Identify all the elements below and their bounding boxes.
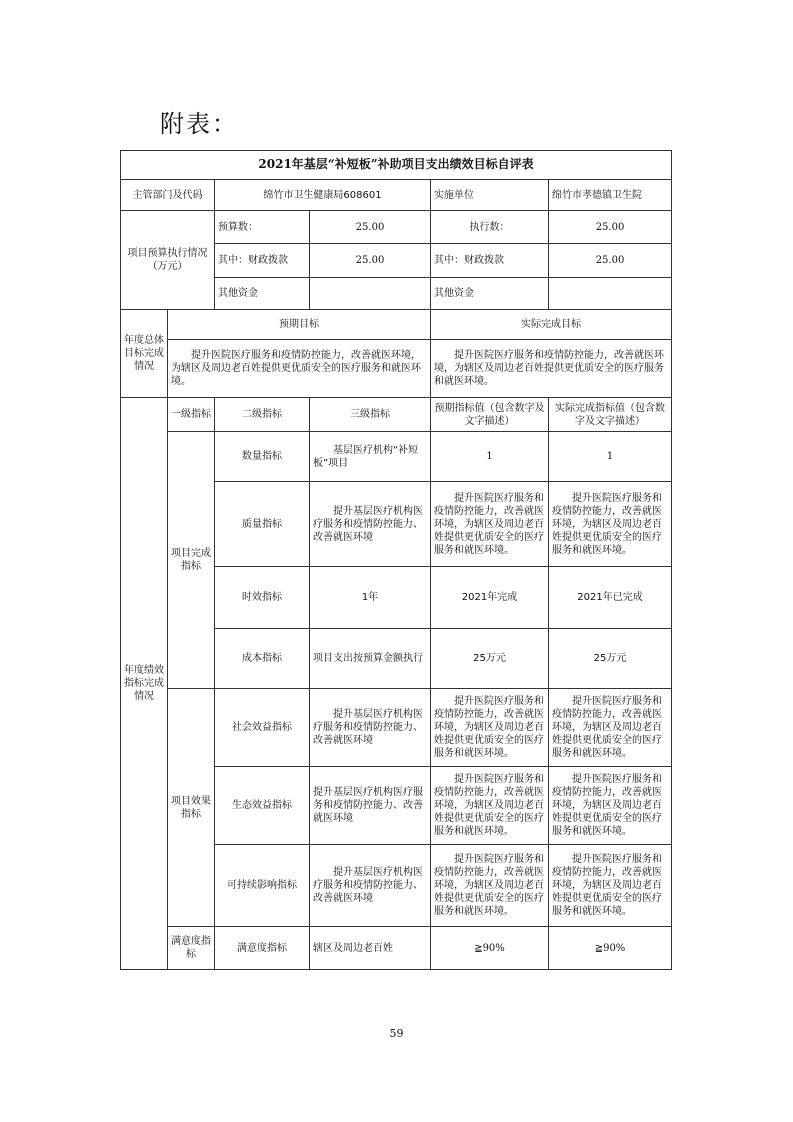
table-row-actual: 1: [549, 432, 672, 482]
table-row-level2: 数量指标: [215, 432, 310, 482]
table-row-level3: 提升基层医疗机构医疗服务和疫情防控能力、改善就医环境: [310, 845, 431, 927]
actual-goal-header: 实际完成目标: [431, 310, 672, 340]
table-row-expected: 25万元: [431, 629, 549, 689]
table-row-level3: 提升基层医疗机构医疗服务和疫情防控能力、改善就医环境: [310, 482, 431, 567]
col-level1-header: 一级指标: [168, 398, 215, 432]
table-row-actual: ≧90%: [549, 927, 672, 970]
table-row-expected: 提升医院医疗服务和疫情防控能力，改善就医环境，为辖区及周边老百姓提供更优质安全的医疗服务和就医环境。: [431, 845, 549, 927]
table-row-actual: 提升医院医疗服务和疫情防控能力，改善就医环境，为辖区及周边老百姓提供更优质安全的医疗服务和就医环境。: [549, 845, 672, 927]
col-expected-header: 预期指标值（包含数字及文字描述）: [431, 398, 549, 432]
fiscal-value-expected: 25.00: [310, 244, 431, 278]
fiscal-label-expected: 其中：财政拨款: [215, 244, 310, 278]
table-row-expected: 提升医院医疗服务和疫情防控能力，改善就医环境，为辖区及周边老百姓提供更优质安全的医疗服务和就医环境。: [431, 689, 549, 767]
col-actual-header: 实际完成指标值（包含数字及文字描述）: [549, 398, 672, 432]
exec-amount-value: 25.00: [549, 211, 672, 244]
table-row-level2: 满意度指标: [215, 927, 310, 970]
unit-value: 绵竹市孝德镇卫生院: [549, 180, 672, 211]
table-row-level2: 质量指标: [215, 482, 310, 567]
table-title: 2021年基层“补短板”补助项目支出绩效目标自评表: [121, 151, 672, 180]
page-number: 59: [389, 1027, 404, 1040]
table-row-level2: 时效指标: [215, 567, 310, 629]
unit-label: 实施单位: [431, 180, 549, 211]
fiscal-value-actual: 25.00: [549, 244, 672, 278]
expected-goal-header: 预期目标: [168, 310, 431, 340]
table-row-actual: 提升医院医疗服务和疫情防控能力，改善就医环境，为辖区及周边老百姓提供更优质安全的医疗服务和就医环境。: [549, 689, 672, 767]
indicator-section-label: 年度绩效指标完成情况: [121, 398, 168, 970]
table-row-actual: 提升医院医疗服务和疫情防控能力，改善就医环境，为辖区及周边老百姓提供更优质安全的医疗服务和就医环境。: [549, 482, 672, 567]
table-row-level3: 项目支出按预算金额执行: [310, 629, 431, 689]
table-row-level3: 1年: [310, 567, 431, 629]
other-funds-label-expected: 其他资金: [215, 278, 310, 310]
table-row-actual: 提升医院医疗服务和疫情防控能力，改善就医环境，为辖区及周边老百姓提供更优质安全的医疗服务和就医环境。: [549, 767, 672, 845]
col-level3-header: 三级指标: [310, 398, 431, 432]
dept-label: 主管部门及代码: [121, 180, 215, 211]
exec-amount-label: 执行数：: [431, 211, 549, 244]
expected-goal-text: 提升医院医疗服务和疫情防控能力，改善就医环境，为辖区及周边老百姓提供更优质安全的医疗服务和就医环境。: [168, 340, 431, 398]
group-satisfaction-label: 满意度指标: [168, 927, 215, 970]
table-row-actual: 2021年已完成: [549, 567, 672, 629]
table-row-expected: 1: [431, 432, 549, 482]
other-funds-value-actual: [549, 278, 672, 310]
table-row-expected: ≧90%: [431, 927, 549, 970]
col-level2-header: 二级指标: [215, 398, 310, 432]
table-row-level2: 社会效益指标: [215, 689, 310, 767]
budget-amount-value: 25.00: [310, 211, 431, 244]
group-completion-label: 项目完成指标: [168, 432, 215, 689]
dept-value: 绵竹市卫生健康局608601: [215, 180, 431, 211]
table-row-level3: 基层医疗机构“补短板”项目: [310, 432, 431, 482]
table-row-expected: 提升医院医疗服务和疫情防控能力，改善就医环境，为辖区及周边老百姓提供更优质安全的医疗服务和就医环境。: [431, 767, 549, 845]
fiscal-label-actual: 其中：财政拨款: [431, 244, 549, 278]
table-row-level3: 提升基层医疗机构医疗服务和疫情防控能力、改善就医环境: [310, 689, 431, 767]
table-row-level3: 提升基层医疗机构医疗服务和疫情防控能力、改善就医环境: [310, 767, 431, 845]
table-row-level3: 辖区及周边老百姓: [310, 927, 431, 970]
table-row-level2: 可持续影响指标: [215, 845, 310, 927]
table-row-level2: 生态效益指标: [215, 767, 310, 845]
group-effect-label: 项目效果指标: [168, 689, 215, 927]
overall-goal-label: 年度总体目标完成情况: [121, 310, 168, 398]
table-row-actual: 25万元: [549, 629, 672, 689]
table-row-expected: 提升医院医疗服务和疫情防控能力，改善就医环境，为辖区及周边老百姓提供更优质安全的医疗服务和就医环境。: [431, 482, 549, 567]
other-funds-value-expected: [310, 278, 431, 310]
table-row-expected: 2021年完成: [431, 567, 549, 629]
attachment-title: 附表：: [160, 110, 238, 138]
budget-label: 项目预算执行情况（万元）: [121, 211, 215, 310]
other-funds-label-actual: 其他资金: [431, 278, 549, 310]
budget-amount-label: 预算数：: [215, 211, 310, 244]
performance-table: [120, 150, 672, 970]
actual-goal-text: 提升医院医疗服务和疫情防控能力，改善就医环境，为辖区及周边老百姓提供更优质安全的医疗服务和就医环境。: [431, 340, 672, 398]
table-row-level2: 成本指标: [215, 629, 310, 689]
